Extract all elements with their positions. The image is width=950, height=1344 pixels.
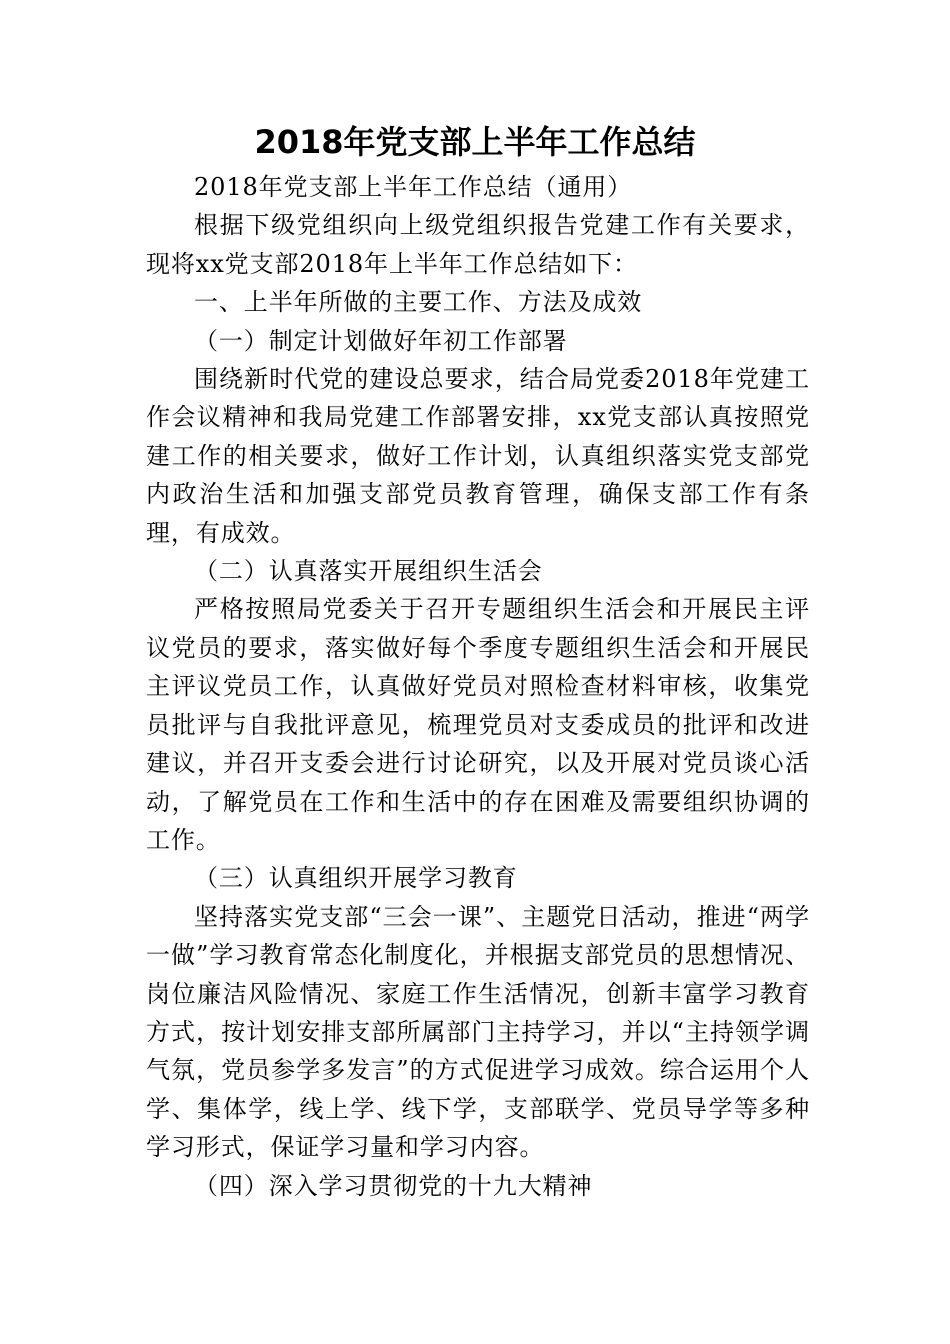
paragraph-1: 围绕新时代党的建设总要求，结合局党委2018年党建工作会议精神和我局党建工作部署安排，xx党支部认真按照党建工作的相关要求，做好工作计划，认真组织落实党支部党内政治生活和加强支部党员教育管理，确保支部工作有条理，有成效。 [146, 365, 810, 547]
paragraph-intro: 根据下级党组织向上级党组织报告党建工作有关要求，现将xx党支部2018年上半年工作总结如下： [146, 211, 810, 278]
subsection-heading-4: （四）深入学习贯彻党的十九大精神 [194, 1171, 593, 1200]
subsection-heading-2: （二）认真落实开展组织生活会 [194, 557, 543, 586]
paragraph-3: 坚持落实党支部“三会一课”、主题党日活动，推进“两学一做”学习教育常态化制度化，并根据支部党员的思想情况、岗位廉洁风险情况、家庭工作生活情况，创新丰富学习教育方式，按计划安排支部所属部门主持学习，并以“主持领学调气氛，党员参学多发言”的方式促进学习成效。综合运用个人学、集体学，线上学、线下学，支部联学、党员导学等多种学习形式，保证学习量和学习内容。 [146, 902, 810, 1162]
document-title: 2018年党支部上半年工作总结 [254, 123, 696, 161]
subsection-heading-3: （三）认真组织开展学习教育 [194, 864, 518, 893]
paragraph-subtitle: 2018年党支部上半年工作总结（通用） [194, 173, 633, 201]
paragraph-2: 严格按照局党委关于召开专题组织生活会和开展民主评议党员的要求，落实做好每个季度专题组织生活会和开展民主评议党员工作，认真做好党员对照检查材料审核，收集党员批评与自我批评意见，梳理党员对支委成员的批评和改进建议，并召开支委会进行讨论研究，以及开展对党员谈心活动，了解党员在工作和生活中的存在困难及需要组织协调的工作。 [146, 595, 810, 854]
subsection-heading-1: （一）制定计划做好年初工作部署 [194, 326, 568, 355]
document-body [146, 168, 810, 1205]
section-heading-1: 一、上半年所做的主要工作、方法及成效 [194, 288, 643, 317]
